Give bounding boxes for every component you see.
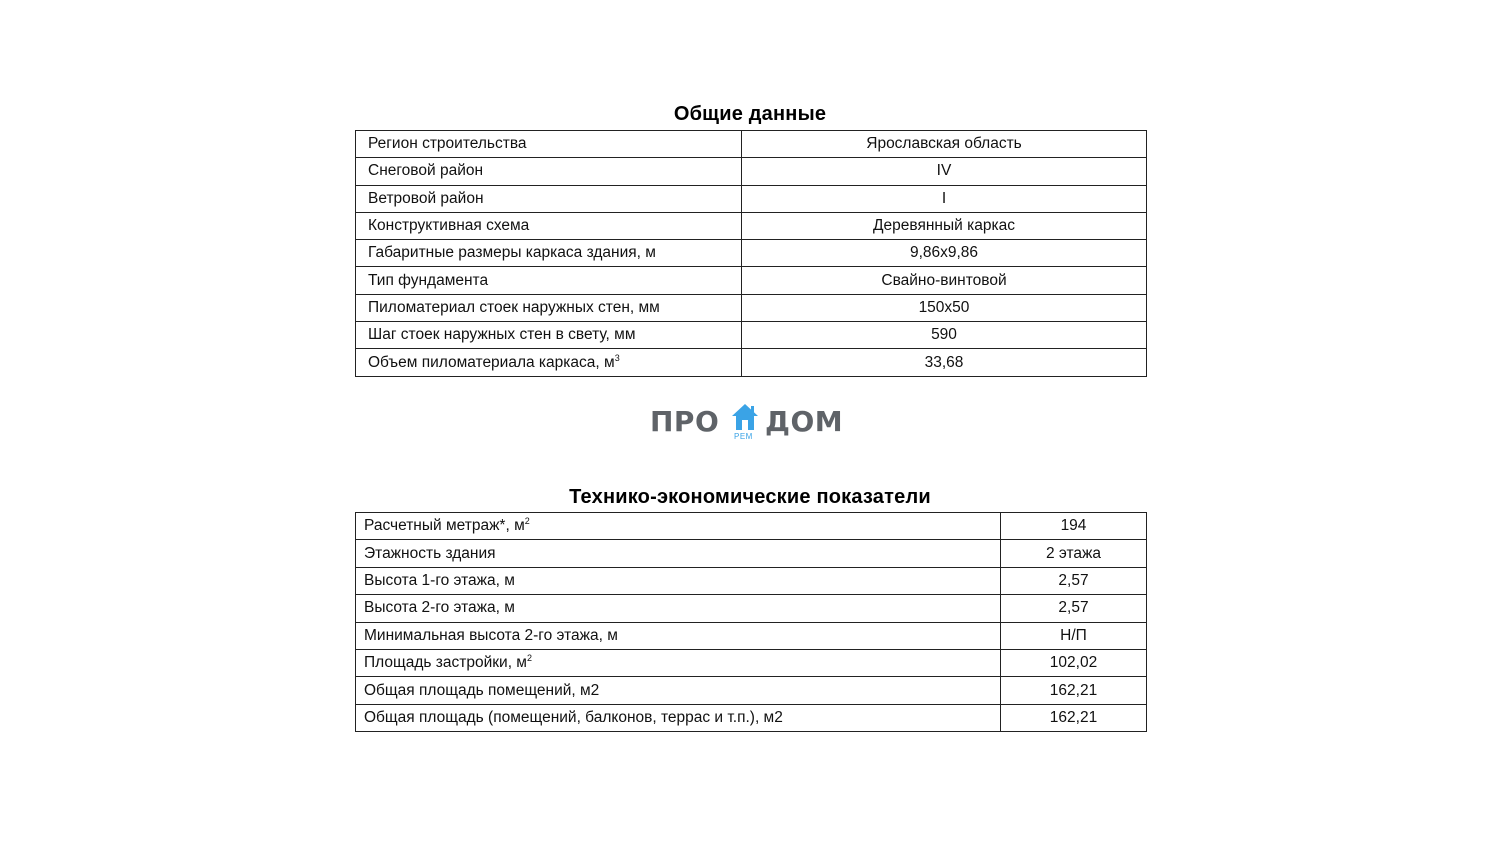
row-label: Минимальная высота 2-го этажа, м bbox=[356, 622, 1001, 649]
row-value: Деревянный каркас bbox=[742, 212, 1147, 239]
row-value: 162,21 bbox=[1001, 704, 1147, 731]
row-label: Снеговой район bbox=[356, 158, 742, 185]
table-row bbox=[356, 540, 1147, 567]
table-row bbox=[356, 513, 1147, 540]
row-value: Свайно-винтовой bbox=[742, 267, 1147, 294]
row-value: 150х50 bbox=[742, 294, 1147, 321]
row-value: 2,57 bbox=[1001, 595, 1147, 622]
table-row bbox=[356, 267, 1147, 294]
row-value: IV bbox=[742, 158, 1147, 185]
row-label: Шаг стоек наружных стен в свету, мм bbox=[356, 322, 742, 349]
table-row bbox=[356, 567, 1147, 594]
row-label: Общая площадь (помещений, балконов, террас и т.п.), м2 bbox=[356, 704, 1001, 731]
logo-right-word: ДОМ bbox=[765, 405, 844, 438]
row-label: Площадь застройки, $м^2$ bbox=[356, 649, 1001, 676]
row-label: Пиломатериал стоек наружных стен, мм bbox=[356, 294, 742, 321]
row-label: Конструктивная схема bbox=[356, 212, 742, 239]
row-value: 2 этажа bbox=[1001, 540, 1147, 567]
row-value: 194 bbox=[1001, 513, 1147, 540]
row-label: Регион строительства bbox=[356, 131, 742, 158]
row-label: Расчетный метраж*, $м^2$ bbox=[356, 513, 1001, 540]
row-label: Высота 2-го этажа, м bbox=[356, 595, 1001, 622]
row-label: Ветровой район bbox=[356, 185, 742, 212]
table-row bbox=[356, 212, 1147, 239]
row-value: Ярославская область bbox=[742, 131, 1147, 158]
table-row bbox=[356, 595, 1147, 622]
tech-indicators-title: Технико-экономические показатели bbox=[569, 486, 931, 508]
row-label: Высота 1-го этажа, м bbox=[356, 567, 1001, 594]
logo-sub-text: РЕМ bbox=[734, 432, 753, 441]
table-row bbox=[356, 240, 1147, 267]
pro-dom-logo bbox=[650, 400, 850, 446]
table-row bbox=[356, 349, 1147, 376]
table-row bbox=[356, 158, 1147, 185]
house-icon bbox=[730, 402, 760, 432]
table-row bbox=[356, 185, 1147, 212]
table-row bbox=[356, 322, 1147, 349]
table-row bbox=[356, 649, 1147, 676]
table-row bbox=[356, 704, 1147, 731]
tech-indicators-table bbox=[355, 512, 1147, 732]
general-data-table bbox=[355, 130, 1147, 377]
row-label: Тип фундамента bbox=[356, 267, 742, 294]
general-data-title: Общие данные bbox=[673, 103, 827, 125]
row-label: Общая площадь помещений, м2 bbox=[356, 677, 1001, 704]
table-row bbox=[356, 131, 1147, 158]
row-value: 590 bbox=[742, 322, 1147, 349]
row-value: 162,21 bbox=[1001, 677, 1147, 704]
table-row bbox=[356, 677, 1147, 704]
row-value: Н/П bbox=[1001, 622, 1147, 649]
table-row bbox=[356, 294, 1147, 321]
logo-left-word: ПРО bbox=[650, 405, 720, 438]
row-value: 9,86х9,86 bbox=[742, 240, 1147, 267]
row-value: 102,02 bbox=[1001, 649, 1147, 676]
row-label: Этажность здания bbox=[356, 540, 1001, 567]
row-value: 2,57 bbox=[1001, 567, 1147, 594]
row-label: Габаритные размеры каркаса здания, м bbox=[356, 240, 742, 267]
row-value: 33,68 bbox=[742, 349, 1147, 376]
row-value: I bbox=[742, 185, 1147, 212]
table-row bbox=[356, 622, 1147, 649]
row-label: Объем пиломатериала каркаса, $м^3$ bbox=[356, 349, 742, 376]
